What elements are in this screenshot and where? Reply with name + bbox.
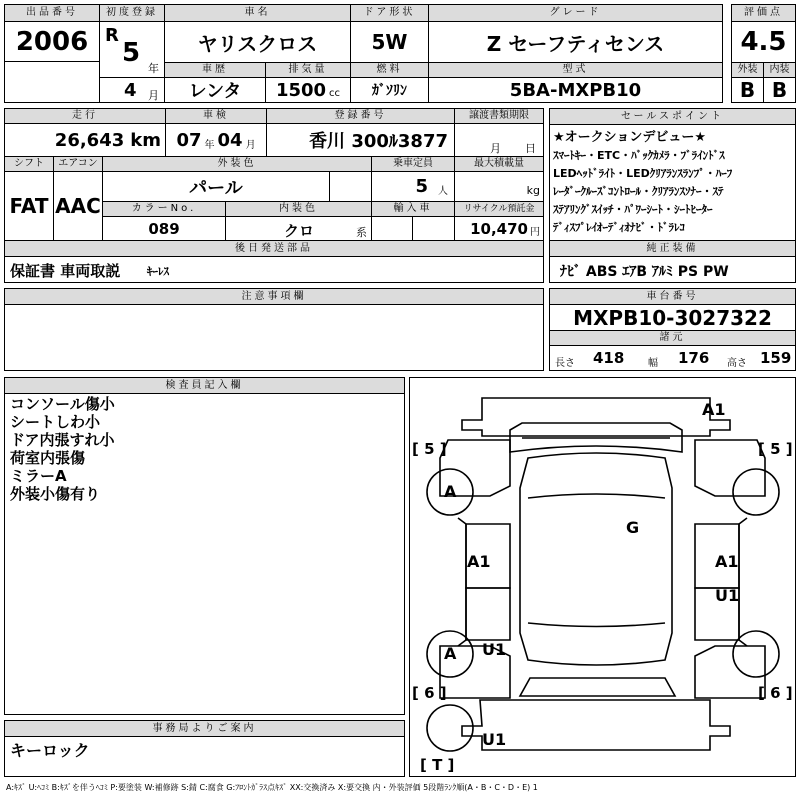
front-bumper [462,398,730,436]
damage-mark-rear-bumper: U1 [482,730,507,749]
roof-line-front [528,494,665,498]
first-registration-label: 初度登録 [99,4,165,22]
history-label: 車歴 [164,62,266,78]
inspector-note: ドア内張すれ小 [10,431,115,449]
door-type-label: ドア形状 [350,4,429,22]
inspection-month-unit: 月 [245,139,256,151]
sales-point-line: ﾚｰﾀﾞｰｸﾙｰｽﾞｺﾝﾄﾛｰﾙ・ｸﾘｱﾗﾝｽｿﾅｰ・ｽﾃ [553,185,724,198]
length-label: 長さ [555,358,575,369]
later-parts-value: 保証書 車両取説 [10,262,121,280]
tire-tread-rear-left: [ 6 ] [412,684,447,702]
specs-label: 諸元 [549,330,796,346]
displacement-cell [265,77,351,103]
model-code-value: 5BA-MXPB10 [428,77,723,103]
inspector-note: ミラーA [10,467,67,485]
era-letter: R [105,25,119,46]
damage-legend: A:ｷｽﾞ U:ﾍｺﾐ B:ｷｽﾞを伴うﾍｺﾐ P:要塗装 W:補修跡 S:錆 C:腐食 G:ﾌﾛﾝﾄｶﾞﾗｽ点ｷｽﾞ XX:交換済み X:要交換 内・外装評価 5段階ﾗﾝｸ順(A・B・C・D・E) 1 [6,783,538,792]
tire-tread-rear-right: [ 6 ] [758,684,793,702]
inspection-cell [165,123,267,157]
height-value: 159 [760,349,792,367]
tire-tread-front-right: [ 5 ] [758,440,793,458]
height-label: 高さ [727,358,747,369]
damage-mark-right-door: A1 [715,552,739,571]
grade-label: グレード [428,4,723,22]
sales-point-line: ﾃﾞｨｽﾌﾟﾚｲｵｰﾃﾞｨｵﾅﾋﾞ・ﾄﾞﾗﾚｺ [553,221,685,234]
capacity-label: 乗車定員 [371,156,455,172]
year-unit: 年 [148,62,159,75]
damage-mark-front-wheel: A [444,482,457,501]
later-parts-label: 後日発送部品 [4,240,544,257]
deadline-day-unit: 日 [525,142,536,155]
capacity-value: 5 [415,176,428,197]
tire-tread-front-left: [ 5 ] [412,440,447,458]
caution-label: 注意事項欄 [4,288,544,305]
sales-point-line: LEDﾍｯﾄﾞﾗｲﾄ・LEDｸﾘｱﾗﾝｽﾗﾝﾌﾟ・ﾊｰﾌ [553,167,733,180]
equipment-value: ﾅﾋﾞ ABS ｴｱB ｱﾙﾐ PS PW [549,256,796,283]
import-cell-right [412,216,455,241]
wheel-spare [427,705,473,751]
max-load-label: 最大積載量 [454,156,544,172]
registration-month: 4 [124,80,137,101]
damage-mark-roof: G [626,518,640,537]
later-parts-small: ｷｰﾚｽ [147,265,169,278]
capacity-unit: 人 [438,186,448,197]
first-registration-month-cell [99,77,165,103]
door-type-value: 5W [350,21,429,63]
inspection-month: 04 [217,129,243,151]
later-parts-cell [4,256,544,283]
deadline-month-unit: 月 [490,142,501,155]
inspector-note: 荷室内張傷 [10,449,86,467]
wheel-rear-right [733,631,779,677]
exterior-color-extra [329,171,372,202]
sales-point-line: ｽﾏｰﾄｷｰ・ETC・ﾊﾞｯｸｶﾒﾗ・ﾌﾞﾗｲﾝﾄﾞｽ [553,149,725,162]
specs-row [549,345,796,371]
recycle-deposit-unit: 円 [530,227,540,238]
aircon-label: エアコン [53,156,103,172]
score-value: 4.5 [731,21,796,63]
color-number-label: カラーNo. [102,201,226,217]
inspector-notes-label: 検査員記入欄 [4,377,405,394]
right-side-outer [739,518,747,646]
grade-value: Z セーフティセンス [428,21,723,63]
damage-mark-left-door: A1 [467,552,491,571]
car-name-label: 車名 [164,4,351,22]
width-label: 幅 [648,358,658,369]
aircon-value: AAC [53,171,103,241]
import-cell-left [371,216,413,241]
fuel-value: ｶﾞｿﾘﾝ [350,77,429,103]
shift-value: FAT [4,171,54,241]
color-number-value: 089 [102,216,226,241]
model-code-label: 型式 [428,62,723,78]
sales-point-line: ｽﾃｱﾘﾝｸﾞｽｲｯﾁ・ﾊﾟﾜｰｼｰﾄ・ｼｰﾄﾋｰﾀｰ [553,203,713,216]
interior-color-cell [225,216,372,241]
displacement-unit: cc [329,87,341,99]
office-notice-value: キーロック [4,736,405,777]
damage-mark-right-rear-door: U1 [715,586,740,605]
interior-color-value: クロ [284,222,315,240]
displacement-value: 1500 [275,79,327,101]
max-load-cell [454,171,544,202]
document-deadline-cell [454,123,544,157]
left-door-rear [466,588,510,640]
document-deadline-label: 譲渡書類期限 [454,108,544,124]
caution-box [4,304,544,371]
chassis-number-value: MXPB10-3027322 [549,304,796,331]
length-value: 418 [593,349,625,367]
car-name-value: ヤリスクロス [164,21,351,63]
sales-points-label: セールスポイント [549,108,796,125]
office-notice-label: 事務局よりご案内 [4,720,405,737]
interior-color-unit: 系 [356,226,367,239]
mileage-cell [4,123,166,157]
inspector-note: 外装小傷有り [10,485,101,503]
roof-line-rear [528,623,665,627]
inspection-label: 車検 [165,108,267,124]
import-label: 輸入車 [371,201,455,217]
sales-points-box [549,124,796,241]
sales-point-line: ★オークションデビュー★ [553,130,707,145]
interior-grade-value: B [763,77,796,103]
recycle-deposit-cell [454,216,544,241]
equipment-label: 純正装備 [549,240,796,257]
inspection-year: 07 [176,129,202,151]
rear-hatch [520,678,675,696]
exterior-color-value: パール [102,171,330,202]
plate-label: 登録番号 [266,108,455,124]
displacement-label: 排気量 [265,62,351,78]
inspector-note: シートしわ小 [10,413,101,431]
car-outline-svg [410,378,795,776]
damage-diagram [409,377,796,777]
exterior-grade-label: 外装 [731,62,764,78]
right-rear-fender [695,646,765,698]
left-side-outer [458,518,466,646]
inspector-note: コンソール傷小 [10,395,115,413]
width-value: 176 [678,349,710,367]
damage-mark-front-bumper: A1 [702,400,726,419]
month-unit: 月 [148,89,159,102]
chassis-number-label: 車台番号 [549,288,796,305]
damage-mark-rear-wheel: A [444,644,457,663]
exterior-grade-value: B [731,77,764,103]
recycle-deposit-label: リサイクル預託金 [454,201,544,217]
lot-number-label: 出品番号 [4,4,100,22]
mileage-value: 26,643 [54,129,125,151]
inspection-year-unit: 年 [204,139,215,151]
recycle-deposit-value: 10,470 [470,219,528,238]
mileage-unit: km [130,129,161,151]
interior-grade-label: 内装 [763,62,796,78]
history-value: レンタ [164,77,266,103]
capacity-cell [371,171,455,202]
right-front-fender [695,440,765,496]
plate-value: 香川 300ﾙ3877 [266,123,455,157]
max-load-unit: kg [526,184,540,197]
lot-number-blank [4,61,100,103]
first-registration-year-cell [99,21,165,78]
interior-color-label: 内装色 [225,201,372,217]
wheel-front-right [733,469,779,515]
score-label: 評価点 [731,4,796,22]
fuel-label: 燃料 [350,62,429,78]
lot-number-value: 2006 [4,21,100,62]
damage-mark-left-rear-fender: U1 [482,640,507,659]
mileage-label: 走行 [4,108,166,124]
tire-tread-spare: [ T ] [420,756,455,774]
cabin-roof [520,453,672,665]
exterior-color-label: 外装色 [102,156,372,172]
shift-label: シフト [4,156,54,172]
inspector-notes-box [4,393,405,715]
registration-year: 5 [122,38,141,68]
